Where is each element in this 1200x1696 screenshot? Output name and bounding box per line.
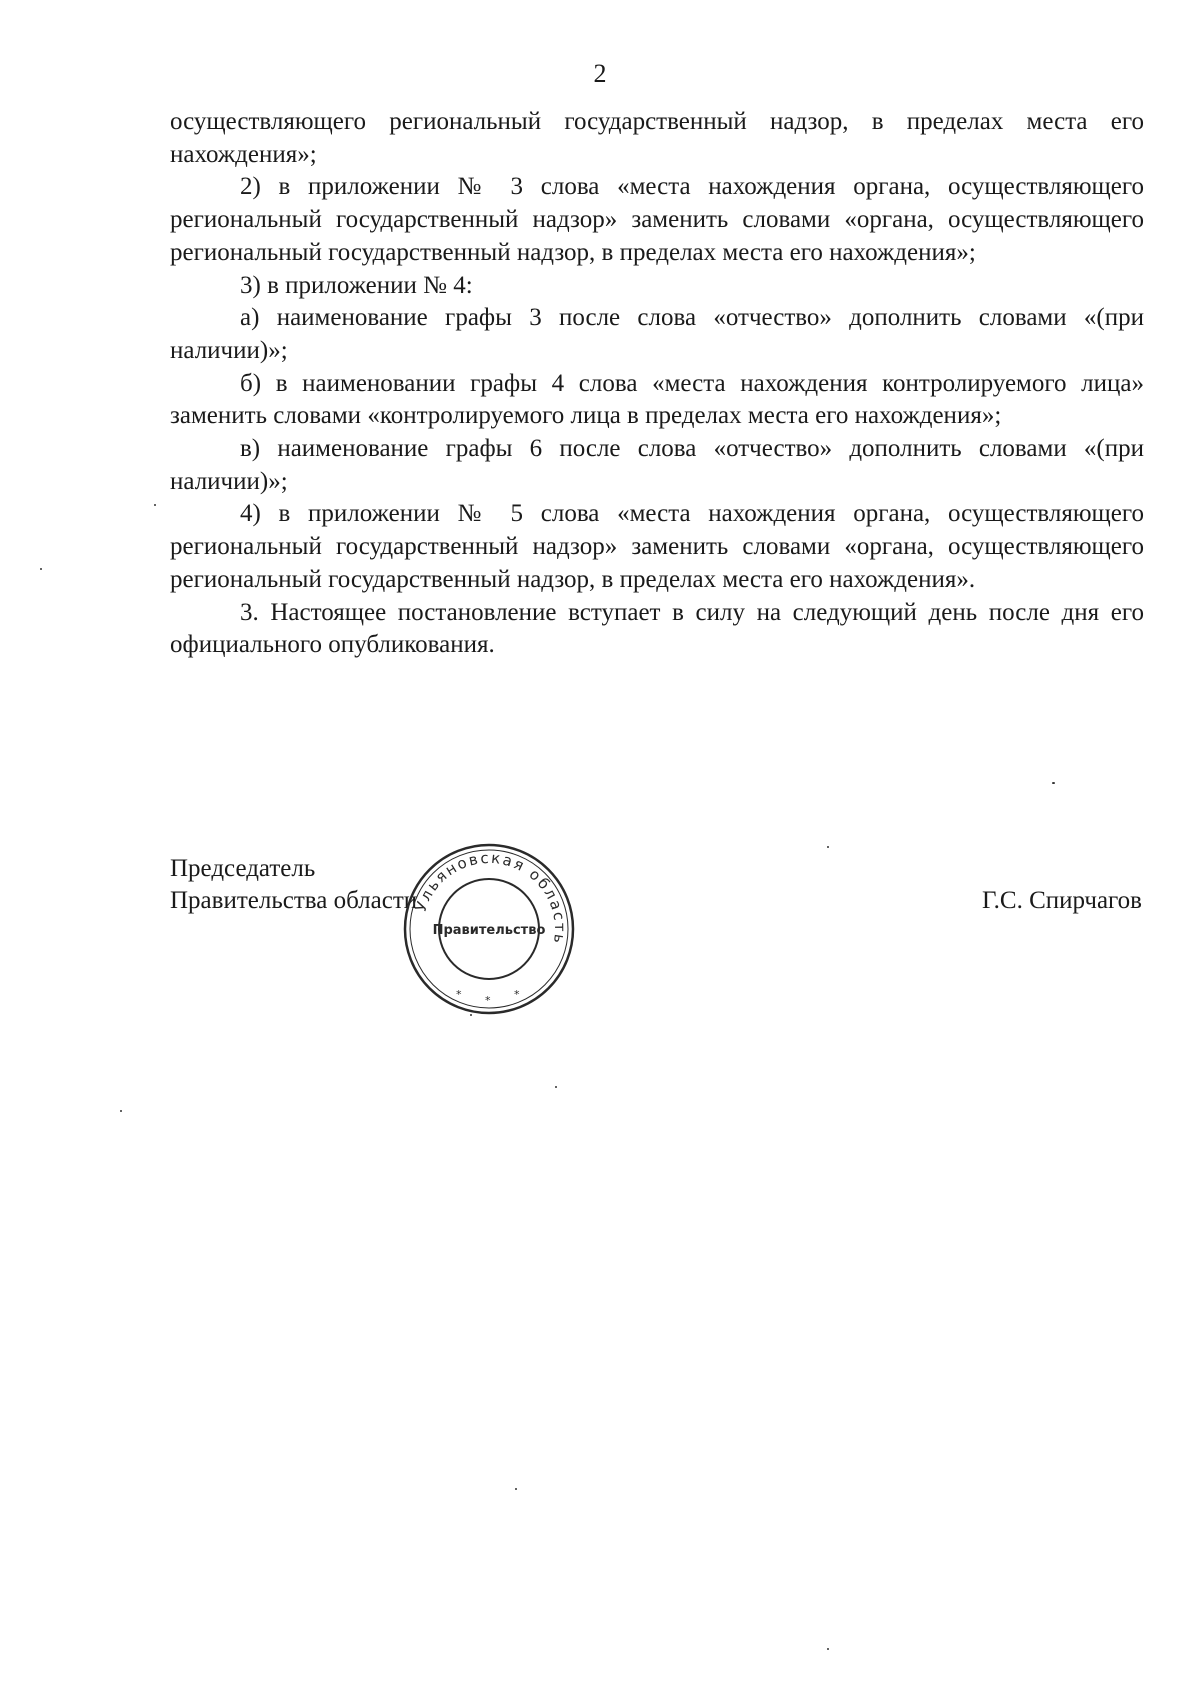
paragraph-item-2: 2) в приложении № 3 слова «места нахождения органа, осуществляющего региональный государственный надзор» заменить словами «органа, осуществляющего региональный государственный надзор, в пределах места его нахождения»; (170, 173, 1144, 266)
official-seal (398, 838, 580, 1020)
seal-inner-text: Правительство (432, 923, 546, 938)
seal-outer-text: Ульяновская область (411, 848, 570, 947)
scan-speck (154, 504, 156, 506)
paragraph-entry-into-force: 3. Настоящее постановление вступает в силу на следующий день после дня его официального опубликования. (170, 598, 1144, 659)
paragraph-item-4: 4) в приложении № 5 слова «места нахождения органа, осуществляющего региональный государственный надзор» заменить словами «органа, осуществляющего региональный государственный надзор, в пределах места его нахождения». (170, 500, 1144, 593)
paragraph-continuation: осуществляющего региональный государственный надзор, в пределах места его нахождения»; (170, 108, 1144, 168)
scan-speck (515, 1488, 517, 1490)
scan-speck (1052, 782, 1055, 784)
signatory-title-line2: Правительства области (170, 887, 418, 914)
scan-speck (470, 1014, 472, 1016)
seal-star-3: * (514, 988, 520, 1001)
seal-star-1: * (456, 988, 462, 1001)
scan-speck (827, 846, 829, 848)
signatory-title (170, 853, 417, 917)
document-body (170, 106, 1144, 662)
paragraph-item-3b: б) в наименовании графы 4 слова «места нахождения контролируемого лица» заменить словами «контролируемого лица в пределах места его нахождения»; (170, 369, 1144, 430)
scan-speck (120, 1110, 122, 1112)
paragraph-item-3a: а) наименование графы 3 после слова «отчество» дополнить словами «(при наличии)»; (170, 304, 1144, 364)
page-number: 2 (593, 59, 607, 88)
signatory-name: Г.С. Спирчагов (982, 887, 1142, 914)
scan-speck (555, 1086, 557, 1088)
paragraph-item-3: 3) в приложении № 4: (240, 271, 473, 299)
scan-speck (827, 1648, 829, 1650)
scan-speck (40, 568, 42, 570)
paragraph-item-3c: в) наименование графы 6 после слова «отчество» дополнить словами «(при наличии)»; (170, 435, 1144, 495)
seal-star-2: * (485, 994, 491, 1007)
signatory-title-line1: Председатель (170, 855, 316, 882)
